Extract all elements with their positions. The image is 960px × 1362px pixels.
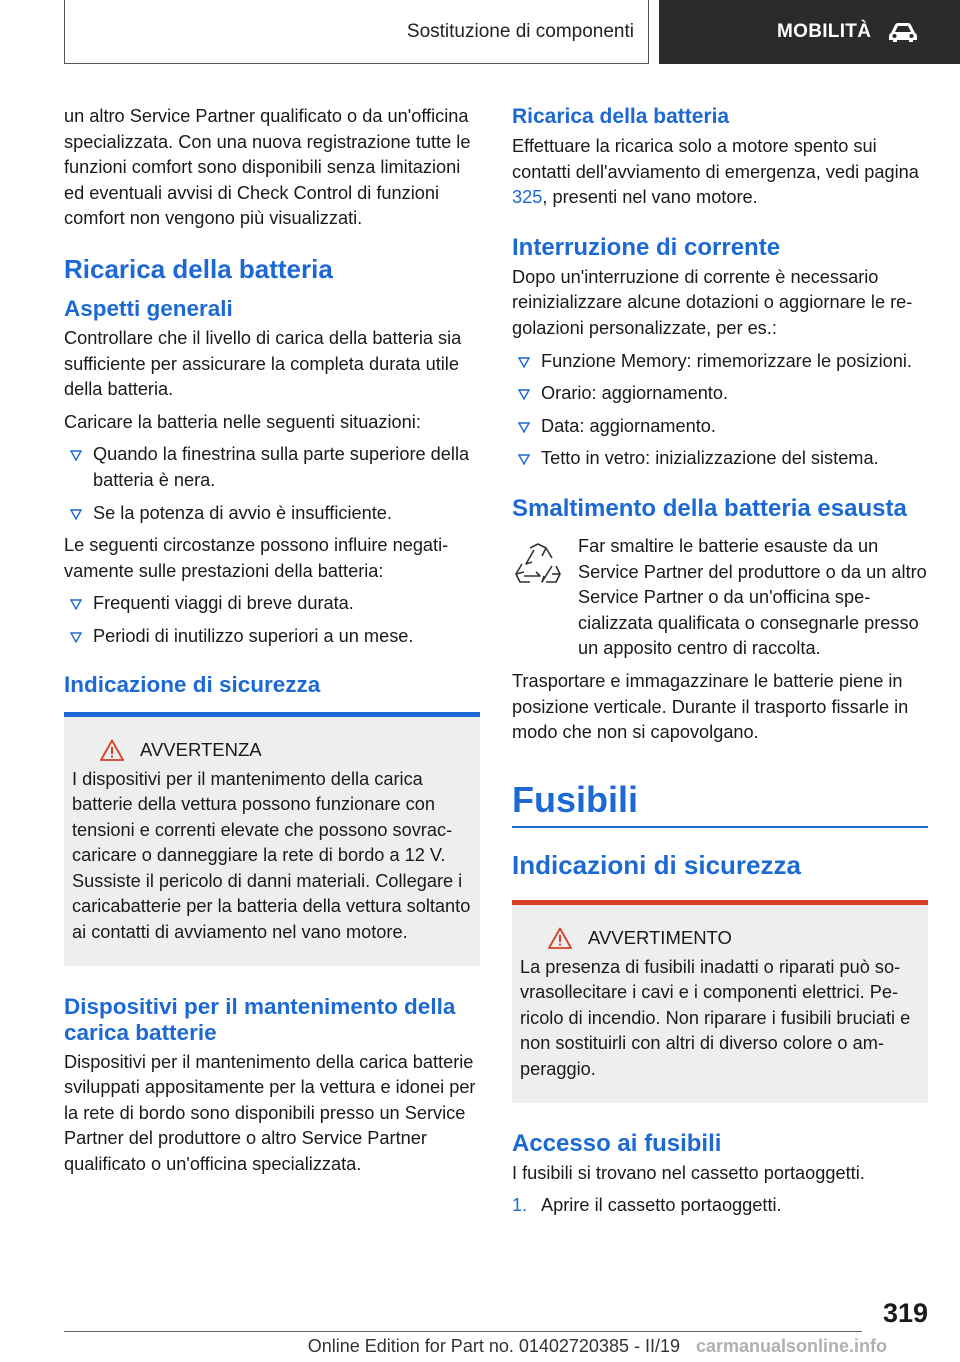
heading-general-aspects: Aspetti generali [64, 295, 233, 321]
paragraph-charging: Effettuare la ricarica solo a motore spento sui contatti dell'avviamento di emergenza, vedi pagina 325, presenti nel vano motore. [512, 136, 919, 208]
section-title: Sostituzione di componenti [406, 20, 634, 42]
paragraph-transport: Trasportare e immagazzinare le batterie piene in posizione verticale. Durante il trasporto fissarle in modo che non si capovolgano. [512, 670, 909, 743]
paragraph-situations: Caricare la batteria nelle seguenti situazioni: [64, 411, 421, 432]
triangle-bullet-icon [518, 389, 530, 400]
heading-charge-maintainers: Dispositivi per il mantenimento della carica batterie [64, 993, 456, 1045]
triangle-bullet-icon [70, 450, 82, 461]
paragraph-disposal: Far smaltire le batterie esauste da un Service Partner del produttore o da un altro Service Partner o da un'officina specializzata qualificata o consegnarle presso un apposito centro di raccolta. [578, 535, 927, 659]
chapter-heading-fuses [512, 780, 928, 828]
paragraph-circumstances: Le seguenti circostanze possono influire negativamente sulle prestazioni della batteria: [64, 535, 449, 581]
list-item: Tetto in vetro: inizializzazione del sistema. [512, 446, 928, 472]
list-circumstances [64, 591, 480, 649]
paragraph-power: Dopo un'interruzione di corrente è necessario reinizializzare alcune dotazioni o aggiornare le regolazioni personalizzate, per es.: [512, 266, 913, 338]
paragraph-intro: un altro Service Partner qualificato o da un'officina specializzata. Con una nuova registrazione tutte le funzioni comfort sono disponibili senza limitazioni ed eventuali avvisi di Check Control di funzioni comfort non vengono più visualizzati. [64, 106, 471, 229]
list-item: Orario: aggiornamento. [512, 381, 928, 407]
warning-triangle-icon [100, 739, 124, 761]
footer-rule [64, 1331, 862, 1332]
warning-box [64, 712, 480, 966]
triangle-bullet-icon [70, 599, 82, 610]
list-reset-items [512, 349, 928, 472]
header-section-title [64, 0, 649, 64]
heading-charging: Ricarica della batteria [512, 105, 730, 128]
list-item: Funzione Memory: rimemorizzare le posizioni. [512, 349, 928, 375]
warning-triangle-icon [548, 927, 572, 949]
triangle-bullet-icon [70, 509, 82, 520]
paragraph-check-level: Controllare che il livello di carica della batteria sia sufficiente per assicurare la completa durata utile della batteria. [64, 327, 462, 400]
paragraph-access: I fusibili si trovano nel cassetto portaoggetti. [512, 1162, 865, 1183]
right-column [512, 104, 928, 1219]
left-column [64, 104, 480, 1185]
heading-fuses: Fusibili [512, 778, 638, 820]
list-item: Quando la finestrina sulla parte superiore della batteria è nera. [64, 442, 480, 493]
heading-fuse-access: Accesso ai fusibili [512, 1129, 722, 1157]
recycle-icon [512, 542, 564, 590]
list-item: Data: aggiornamento. [512, 414, 928, 440]
footer-watermark: carmanualsonline.info [696, 1336, 888, 1356]
steps-list [512, 1193, 928, 1219]
heading-fuse-safety: Indicazioni di sicurezza [512, 849, 801, 880]
triangle-bullet-icon [518, 422, 530, 433]
warning-title: AVVERTIMENTO [588, 926, 732, 948]
heading-safety-note: Indicazione di sicurezza [64, 671, 321, 697]
warning-text: I dispositivi per il mantenimento della carica batterie della vettura possono funzionare con tensioni e correnti elevate che possono sovraccaricare o danneggiare la rete di bordo a 12 V. Sussiste il pericolo di danni materiali. Collegare i caricabatterie per la batteria della vettura soltanto ai contatti di avviamento nel vano motore. [72, 768, 471, 943]
list-charge-situations [64, 442, 480, 526]
heading-power-interruption: Interruzione di corrente [512, 233, 781, 261]
page-number: 319 [882, 1298, 928, 1328]
footer-edition: Online Edition for Part no. 01402720385 - II/19 [307, 1336, 680, 1356]
warning-title: AVVERTENZA [140, 738, 262, 760]
page-link-325[interactable]: 325 [512, 187, 543, 208]
list-item: Periodi di inutilizzo superiori a un mese. [64, 624, 480, 650]
car-icon [887, 21, 919, 43]
paragraph-devices: Dispositivi per il mantenimento della carica batterie sviluppati appositamente per la vettura e idonei per la rete di bordo sono disponibili presso un Service Partner del produttore o altro Service Partner qualificato o un'officina specializzata. [64, 1051, 476, 1175]
warning-text: La presenza di fusibili inadatti o riparati può sovrasollecitare i cavi e i componenti elettrici. Pericolo di incendio. Non riparare i fusibili bruciati e non sostituirli con altri di diverso colore o amperaggio. [520, 956, 911, 1080]
header-chapter-tab [659, 0, 960, 64]
triangle-bullet-icon [518, 454, 530, 465]
triangle-bullet-icon [518, 357, 530, 368]
list-item: Se la potenza di avvio è insufficiente. [64, 501, 480, 527]
warning-box-fuses [512, 900, 928, 1103]
disposal-block [512, 534, 928, 669]
step-item: 1. Aprire il cassetto portaoggetti. [512, 1195, 782, 1216]
heading-battery-disposal: Smaltimento della batteria esausta [512, 494, 907, 522]
heading-battery-charging: Ricarica della batteria [64, 253, 333, 284]
chapter-title: MOBILITÀ [777, 21, 872, 42]
triangle-bullet-icon [70, 632, 82, 643]
list-item: Frequenti viaggi di breve durata. [64, 591, 480, 617]
